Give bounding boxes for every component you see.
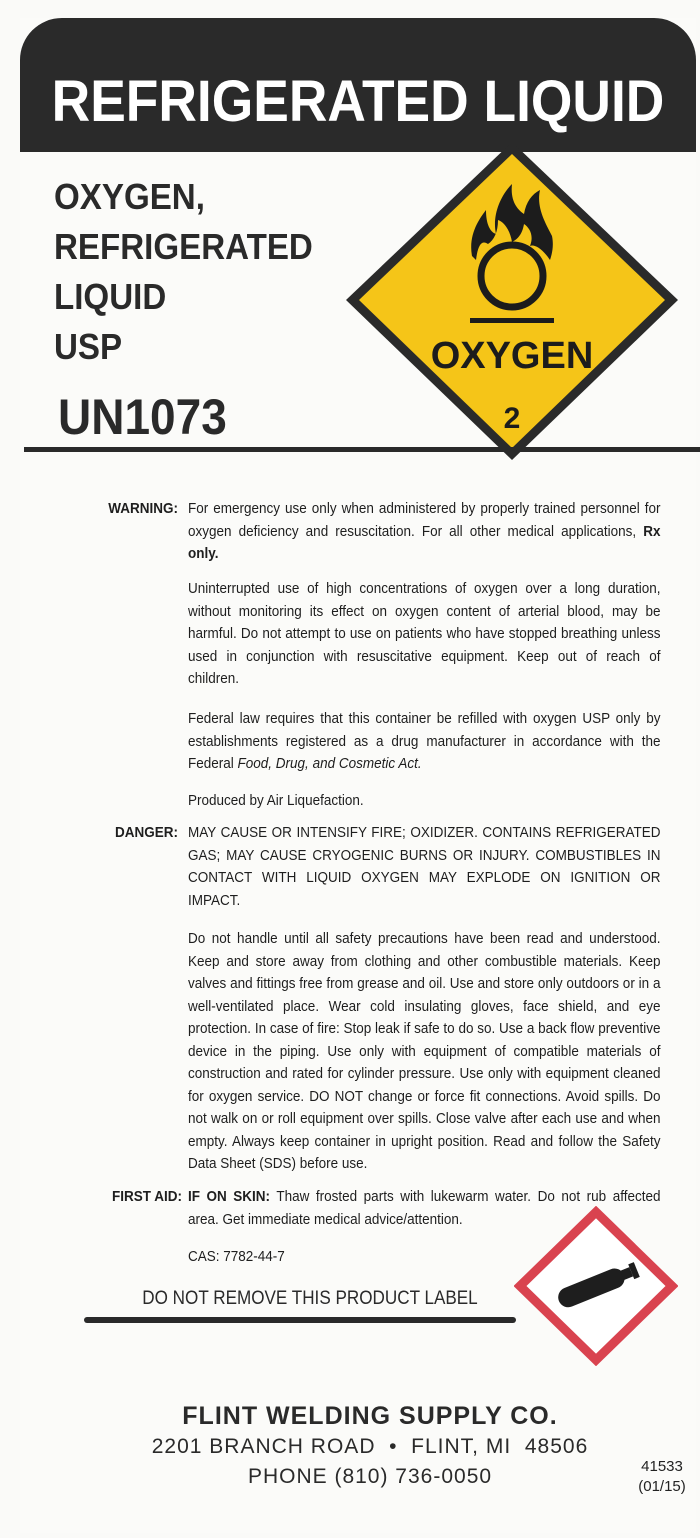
warning-paragraph-2: Uninterrupted use of high concentrations of oxygen over a long duration, without monitoring its effect on oxygen content of arterial blood, may be harmful. Do not attempt to use on patients who have stopped breathing unless used in conjunction with resuscitative equipment. Keep out of reach of children.: [188, 580, 661, 687]
label-code-date: (01/15): [638, 1478, 686, 1495]
federal-law-text: Federal law requires that this container be refilled with oxygen USP only by establishments registered as a drug manufacturer in accordance with the Federal: [188, 710, 661, 772]
rx-only: Rx only.: [188, 522, 661, 562]
product-name: [54, 172, 313, 372]
precautions-paragraph: Do not handle until all safety precautions have been read and understood. Keep and store away from clothing and other combustible materials. Keep valves and fittings free from grease and oil. Use and store only outdoors or in a well-ventilated place. Wear cold insulating gloves, face shield, and eye protection. In case of fire: Stop leak if safe to do so. Use a back flow preventive device in the piping. Use only with equipment of compatible materials of construction and rated for cylinder pressure. Use only with equipment cleaned for oxygen service. DO NOT change or force fit connections. Avoid spills. Do not walk on or roll equipment over spills. Close valve after each use and when empty. Always keep container in upright position. Read and follow the Safety Data Sheet (SDS) before use.: [188, 930, 661, 1172]
warning-paragraph-3: [188, 708, 661, 776]
warning-label: WARNING:: [108, 500, 178, 517]
product-name-line: OXYGEN,: [54, 176, 205, 217]
oxygen-hazard-placard: [340, 136, 684, 466]
product-name-line: REFRIGERATED: [54, 226, 313, 267]
notice-underline: [84, 1317, 516, 1323]
company-name: FLINT WELDING SUPPLY CO.: [182, 1402, 558, 1430]
production-note: Produced by Air Liquefaction.: [188, 792, 364, 809]
first-aid-lead: IF ON SKIN:: [188, 1188, 271, 1205]
warning-text: For emergency use only when administered by properly trained personnel for oxygen deficiency and resuscitation. For all other medical applications,: [188, 500, 661, 540]
cas-number: CAS: 7782-44-7: [188, 1248, 285, 1265]
first-aid-instructions: Thaw frosted parts with lukewarm water. Do not rub affected area. Get immediate medical advice/attention.: [188, 1188, 661, 1228]
do-not-remove-notice: DO NOT REMOVE THIS PRODUCT LABEL: [142, 1288, 478, 1309]
divider: [24, 447, 700, 452]
ghs-gas-cylinder-pictogram: [514, 1206, 678, 1366]
warning-paragraph-1: [188, 498, 661, 566]
danger-label: DANGER:: [115, 824, 178, 841]
first-aid-label: FIRST AID:: [111, 1188, 182, 1205]
title-bar: [20, 18, 696, 152]
product-name-line: LIQUID: [54, 276, 167, 317]
company-address: 2201 BRANCH ROAD • FLINT, MI 48506: [151, 1435, 589, 1458]
un-number: UN1073: [58, 389, 227, 445]
placard-label: OXYGEN: [430, 335, 594, 377]
product-name-line: USP: [54, 326, 123, 367]
label-code-number: 41533: [641, 1458, 683, 1475]
danger-statement: MAY CAUSE OR INTENSIFY FIRE; OXIDIZER. CONTAINS REFRIGERATED GAS; MAY CAUSE CRYOGENIC BURNS OR INJURY. COMBUSTIBLES IN CONTACT WITH LIQUID OXYGEN MAY EXPLODE ON IGNITION OR IMPACT.: [188, 824, 661, 909]
act-name: Food, Drug, and Cosmetic Act.: [237, 755, 422, 772]
label-title: REFRIGERATED LIQUID: [51, 69, 665, 134]
placard-class: 2: [503, 402, 521, 435]
company-phone: PHONE (810) 736-0050: [247, 1465, 493, 1488]
